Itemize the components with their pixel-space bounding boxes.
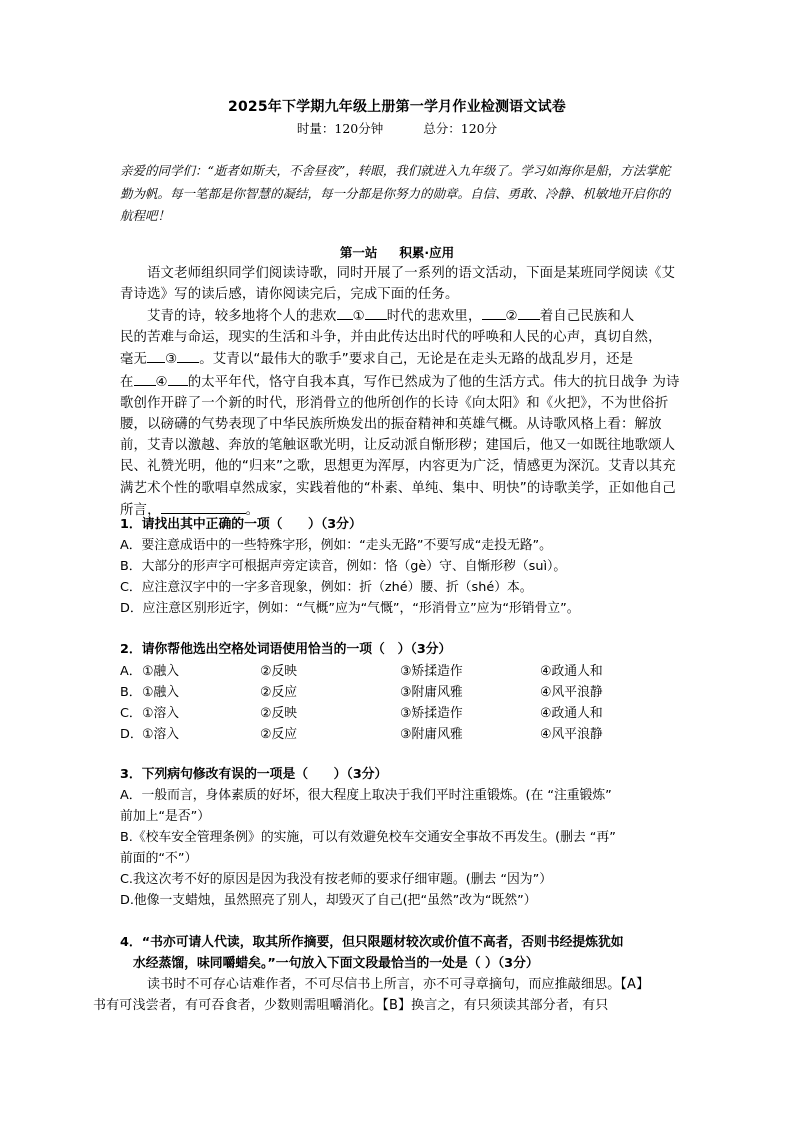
blank-marker-4: ④ (155, 374, 168, 390)
q1-option-b[interactable]: B．大部分的形声字可根据声旁定读音，例如：恪（gè）守、自惭形秽（suì）。 (120, 559, 567, 574)
q4-text: 读书时不可存心诘难作者，不可尽信书上所言，亦不可寻章摘句，而应推敲细思。【A】 书有可浅尝者，有可吞食者，少数则需咀嚼消化。【B】换言之，有只须读其部分者，有只 (93, 977, 650, 1014)
q1-option-c[interactable]: C．应注意汉字中的一字多音现象，例如：折（zhé）腰、折（shé）本。 (120, 580, 533, 595)
section-title-a: 第一站 (339, 245, 378, 260)
q3-option-c[interactable]: C.我这次考不好的原因是因为我没有按老师的要求仔细审题。(删去 “因为”） (120, 872, 553, 887)
blank-line (147, 348, 165, 363)
intro-message: 亲爱的同学们：“逝者如斯夫，不舍昼夜”，转眼，我们就进入九年级了。学习如海你是船，方法掌舵勤为帆。每一笔都是你智慧的凝结，每一分都是你努力的勋章。自信、勇敢、冷静、机敏地开启你的航程吧！ (120, 163, 671, 223)
q3-option-d[interactable]: D.他像一支蜡烛，虽然照亮了别人，却毁灭了自己(把“虽然”改为“既然”） (120, 893, 537, 908)
q3-option-a[interactable]: A．一般而言，身体素质的好坏，很大程度上取决于我们平时注重锻炼。(在 “注重锻炼” 前加上“是否”） (120, 788, 612, 824)
blank-line (337, 305, 353, 320)
q2-stem: 2．请你帮他选出空格处词语使用恰当的一项（ ）（3分） (120, 642, 452, 657)
section-heading (0, 243, 794, 261)
q4-stem: 4．“书亦可请人代读，取其所作摘要，但只限题材较次或价值不高者，否则书经提炼犹如 水经蒸馏，味同嚼蜡矣。”一句放入下面文段最恰当的一处是（ ）（3分） (120, 935, 624, 971)
blank-line (168, 371, 188, 386)
blank-marker-2: ② (505, 309, 518, 324)
duration-text: 时量：120分钟 (296, 121, 384, 136)
q1-option-a[interactable]: A．要注意成语中的一些特殊字形，例如：“走头无路”不要写成“走投无路”。 (120, 538, 552, 553)
q3-option-b[interactable]: B.《校车安全管理条例》的实施，可以有效避免校车交通安全事故不再发生。(删去 “再” 前面的“不”） (120, 830, 616, 866)
blank-marker-3: ③ (165, 352, 178, 368)
blank-line (134, 371, 156, 386)
passage-main: 艾青的诗，较多地将个人的悲欢 ① 时代的悲欢里， ② 着自己民族和人 民的苦难与命运，现实的生活和斗争，并由此传达出时代的呼唤和人民的心声，真切自然， 毫无 ③ 。艾青以“最伟大的歌手”要求自己，无论是在走头无路的战乱岁月，还是 在 ④ 的太平年代，恪守自我本真，写作已然成为了他的生活方式。伟大的抗日战争 为诗歌创作开辟了一个新的时代，形消骨立的他所创作的长诗《向太阳》和《火把》，不为世俗折腰，以磅礴的气势表现了中华民族所焕发出的振奋精神和英雄气概。从诗歌风格上看：解放前，艾青以激越、奔放的笔触讴歌光明，让反动派自惭形秽；建国后，他又一如既往地歌颂人民、礼赞光明，他的“归来”之歌，思想更为浑厚，内容更为广泛，情感更为深沉。艾青以其充满艺术个性的歌唱卓然成家，实践着他的“朴素、单纯、集中、明快”的诗歌美学，正如他自己所言， 。 (120, 305, 681, 521)
section-title-b: 积累·应用 (399, 245, 455, 260)
exam-meta (0, 119, 794, 137)
blank-line (177, 348, 199, 363)
q1-option-d[interactable]: D．应注意区别形近字，例如：“气概”应为“气慨”，“形消骨立”应为“形销骨立”。 (120, 601, 580, 616)
total-score-text: 总分：120分 (423, 121, 498, 136)
answer-blank[interactable] (161, 499, 246, 514)
exam-title: 2025年下学期九年级上册第一学月作业检测语文试卷 (228, 99, 566, 115)
q3-stem: 3．下列病句修改有误的一项是（ ）（3分） (120, 767, 388, 782)
blank-line (482, 305, 506, 320)
exam-page: 2025年下学期九年级上册第一学月作业检测语文试卷 时量：120分钟 总分：120分 亲爱的同学们：“逝者如斯夫，不舍昼夜”，转眼，我们就进入九年级了。学习如海你是船，方法掌舵勤为帆。每一笔都是你智慧的凝结，每一分都是你努力的勋章。自信、勇敢、冷静、机敏地开启你的航程吧！ 第一站 积累·应用 语文老师组织同学们阅读诗歌，同时开展了一系列的语文活动，下面是某班同学阅读《艾青诗选》写的读后感，请你阅读完后，完成下面的任务。 艾青的诗，较多地将个人的悲欢 ① 时代的悲欢里， ② 着自己民族和人 民的苦难与命运，现实的生活和斗争，并由此传达出时代的呼唤和人民的心声，真切自然， 毫无 ③ 。艾青以“最伟大的歌手”要求自己，无论是在走头无路的战乱岁月，还是 在 ④ 的太平年代，恪守自我本真，写作已然成为了他的生活方式。伟大的抗日战争 为诗歌创作开辟了一个新的时代，形消骨立的他所创作的长诗《向太阳》和《火把》，不为世俗折腰，以磅礴的气势表现了中华民族所焕发出的振奋精神和英雄气概。从诗歌风格上看：解放前，艾青以激越、奔放的笔触讴歌光明，让反动派自惭形秽；建国后，他又一如既往地歌颂人民、礼赞光明，他的“归来”之歌，思想更为浑厚，内容更为广泛，情感更为深沉。艾青以其充满艺术个性的歌唱卓然成家，实践着他的“朴素、单纯、集中、明快”的诗歌美学，正如他自己所言， 。 1．请找出其中正确的一项（ ）（3分） A．要注意成语中的一些特殊字形，例如：“走头无路”不要写成“走投无路”。 B．大部分的形声字可根据声旁定读音，例如：恪（gè）守、自惭形秽（suì）。 C．应注意汉字中的一字多音现象，例如：折（zhé）腰、折（shé）本。 D．应注意区别形近字，例如：“气概”应为“气慨”，“形消骨立”应为“形销骨立”。 2．请你帮他选出空格处词语使用恰当的一项（ ）（3分） A． ①融入 ②反映 ③矫揉造作 ④政通人和 B． ①融入 ②反应 ③附庸风雅 ④风平浪静 C． ①溶入 ②反映 ③矫揉造作 ④政通人和 D． ①溶入 ②反应 ③附庸风雅 ④风平浪静 3．下列病句修改有误的一项是（ ）（3分） A．一般而言，身体素质的好坏，很大程度上取决于我们平时注重锻炼。(在 “注重锻炼” 前加上“是否”） B.《校车安全管理条例》的实施，可以有效避免校车交通安全事故不再发生。(删去 “再” 前面的“不”） C.我这次考不好的原因是因为我没有按老师的要求仔细审题。(删去 “因为”） D.他像一支蜡烛，虽然照亮了别人，却毁灭了自己(把“虽然”改为“既然”） 4．“书亦可请人代读，取其所作摘要，但只限题材较次或价值不高者，否则书经提炼犹如 水经蒸馏，味同嚼蜡矣。”一句放入下面文段最恰当的一处是（ ）（3分） 读书时不可存心诘难作者，不可尽信书上所言，亦不可寻章摘句，而应推敲细思。【A】 书有可浅尝者，有可吞食者，少数则需咀嚼消化。【B】换言之，有只须读其部分者，有只 (0, 0, 794, 1123)
blank-line (518, 305, 540, 320)
blank-marker-1: ① (352, 309, 365, 324)
blank-line (365, 305, 387, 320)
q1-stem: 1．请找出其中正确的一项（ ）（3分） (120, 517, 362, 532)
passage-intro: 语文老师组织同学们阅读诗歌，同时开展了一系列的语文活动，下面是某班同学阅读《艾青诗选》写的读后感，请你阅读完后，完成下面的任务。 (120, 266, 676, 303)
